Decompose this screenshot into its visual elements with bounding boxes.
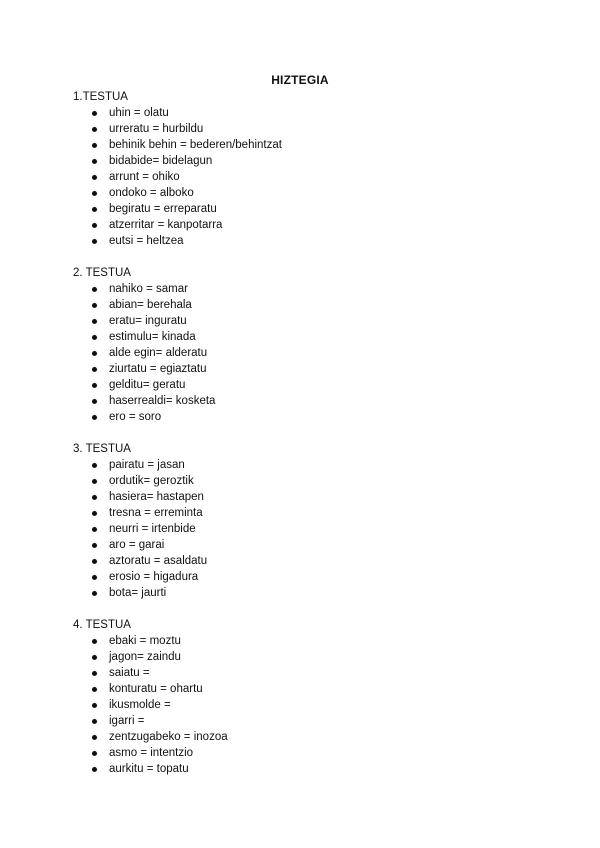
bullet-icon: [92, 239, 97, 244]
term-text: saiatu =: [109, 667, 150, 679]
list-item: [73, 105, 553, 121]
bullet-icon: [92, 575, 97, 580]
list-item: [73, 761, 553, 777]
bullet-icon: [92, 287, 97, 292]
bullet-icon: [92, 127, 97, 132]
bullet-icon: [92, 223, 97, 228]
bullet-icon: [92, 527, 97, 532]
bullet-icon: [92, 303, 97, 308]
term-text: bota= jaurti: [109, 587, 167, 599]
list-item: [73, 153, 553, 169]
bullet-icon: [92, 367, 97, 372]
list-item: [73, 137, 553, 153]
list-item: [73, 505, 553, 521]
term-list: [73, 281, 553, 425]
list-item: [73, 729, 553, 745]
section-heading: 2. TESTUA: [73, 267, 131, 279]
list-item: [73, 521, 553, 537]
list-item: [73, 409, 553, 425]
section-heading: 1.TESTUA: [73, 91, 128, 103]
term-text: begiratu = erreparatu: [109, 203, 217, 215]
section-2: [73, 265, 553, 425]
section-1: [73, 89, 553, 249]
bullet-icon: [92, 511, 97, 516]
bullet-icon: [92, 751, 97, 756]
term-text: ordutik= geroztik: [109, 475, 194, 487]
bullet-icon: [92, 687, 97, 692]
document-title: HIZTEGIA: [271, 73, 329, 87]
term-text: haserrealdi= kosketa: [109, 395, 216, 407]
term-text: ikusmolde =: [109, 699, 171, 711]
list-item: [73, 345, 553, 361]
bullet-icon: [92, 735, 97, 740]
term-text: ero = soro: [109, 411, 162, 423]
list-item: [73, 633, 553, 649]
list-item: [73, 681, 553, 697]
list-item: [73, 297, 553, 313]
section-heading: 4. TESTUA: [73, 619, 131, 631]
list-item: [73, 217, 553, 233]
list-item: [73, 281, 553, 297]
term-text: ziurtatu = egiaztatu: [109, 363, 207, 375]
bullet-icon: [92, 351, 97, 356]
bullet-icon: [92, 111, 97, 116]
list-item: [73, 713, 553, 729]
bullet-icon: [92, 143, 97, 148]
bullet-icon: [92, 559, 97, 564]
section-3: [73, 441, 553, 601]
bullet-icon: [92, 671, 97, 676]
list-item: [73, 457, 553, 473]
bullet-icon: [92, 415, 97, 420]
bullet-icon: [92, 479, 97, 484]
term-text: urreratu = hurbildu: [109, 123, 204, 135]
list-item: [73, 473, 553, 489]
list-item: [73, 361, 553, 377]
list-item: [73, 121, 553, 137]
bullet-icon: [92, 399, 97, 404]
bullet-icon: [92, 703, 97, 708]
section-4: [73, 617, 553, 777]
bullet-icon: [92, 591, 97, 596]
term-text: gelditu= geratu: [109, 379, 186, 391]
term-list: [73, 633, 553, 777]
term-text: aro = garai: [109, 539, 165, 551]
list-item: [73, 185, 553, 201]
term-list: [73, 457, 553, 601]
term-text: estimulu= kinada: [109, 331, 196, 343]
section-heading: 3. TESTUA: [73, 443, 131, 455]
list-item: [73, 313, 553, 329]
list-item: [73, 377, 553, 393]
list-item: [73, 585, 553, 601]
term-text: nahiko = samar: [109, 283, 188, 295]
term-text: ondoko = alboko: [109, 187, 194, 199]
list-item: [73, 489, 553, 505]
term-text: atzerritar = kanpotarra: [109, 219, 223, 231]
list-item: [73, 537, 553, 553]
term-text: erosio = higadura: [109, 571, 199, 583]
bullet-icon: [92, 159, 97, 164]
list-item: [73, 169, 553, 185]
term-text: pairatu = jasan: [109, 459, 185, 471]
list-item: [73, 569, 553, 585]
bullet-icon: [92, 319, 97, 324]
term-text: aztoratu = asaldatu: [109, 555, 208, 567]
term-text: konturatu = ohartu: [109, 683, 203, 695]
list-item: [73, 745, 553, 761]
term-text: bidabide= bidelagun: [109, 155, 213, 167]
term-text: hasiera= hastapen: [109, 491, 204, 503]
term-text: aurkitu = topatu: [109, 763, 189, 775]
term-text: jagon= zaindu: [109, 651, 181, 663]
term-text: arrunt = ohiko: [109, 171, 180, 183]
list-item: [73, 697, 553, 713]
term-text: neurri = irtenbide: [109, 523, 196, 535]
term-text: behinik behin = bederen/behintzat: [109, 139, 282, 151]
list-item: [73, 201, 553, 217]
bullet-icon: [92, 463, 97, 468]
term-text: ebaki = moztu: [109, 635, 181, 647]
list-item: [73, 329, 553, 345]
list-item: [73, 233, 553, 249]
term-text: alde egin= alderatu: [109, 347, 208, 359]
bullet-icon: [92, 191, 97, 196]
term-list: [73, 105, 553, 249]
bullet-icon: [92, 335, 97, 340]
bullet-icon: [92, 383, 97, 388]
bullet-icon: [92, 495, 97, 500]
term-text: eutsi = heltzea: [109, 235, 184, 247]
term-text: asmo = intentzio: [109, 747, 194, 759]
term-text: tresna = erreminta: [109, 507, 203, 519]
term-text: zentzugabeko = inozoa: [109, 731, 228, 743]
list-item: [73, 553, 553, 569]
bullet-icon: [92, 207, 97, 212]
term-text: abian= berehala: [109, 299, 192, 311]
bullet-icon: [92, 767, 97, 772]
bullet-icon: [92, 719, 97, 724]
term-text: eratu= inguratu: [109, 315, 187, 327]
list-item: [73, 649, 553, 665]
term-text: uhin = olatu: [109, 107, 169, 119]
bullet-icon: [92, 175, 97, 180]
bullet-icon: [92, 655, 97, 660]
glossary-content: [73, 89, 553, 793]
list-item: [73, 393, 553, 409]
bullet-icon: [92, 543, 97, 548]
term-text: igarri =: [109, 715, 145, 727]
bullet-icon: [92, 639, 97, 644]
list-item: [73, 665, 553, 681]
